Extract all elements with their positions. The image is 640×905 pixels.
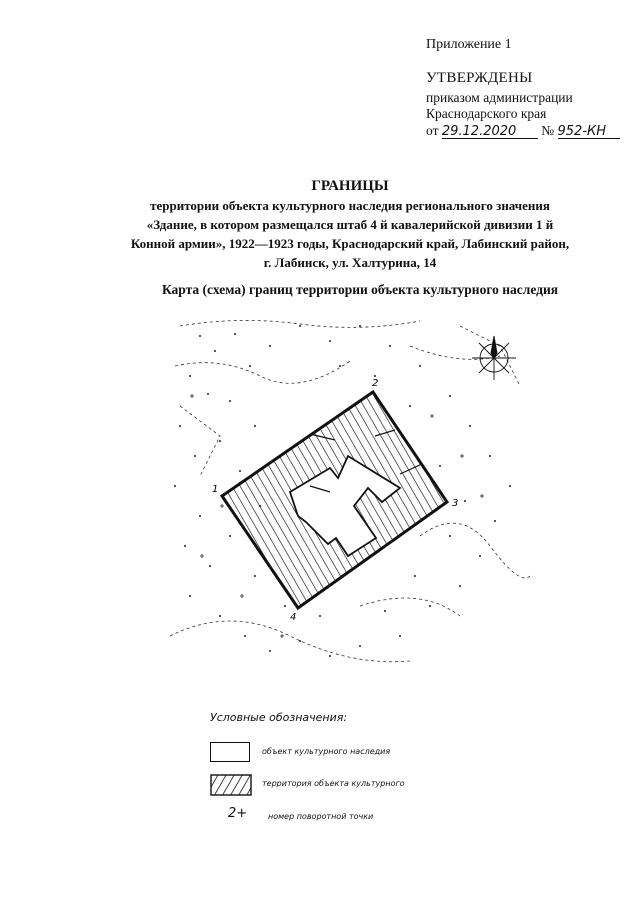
order-prefix: от (426, 123, 439, 138)
document-title: ГРАНИЦЫ (311, 178, 389, 194)
map-caption: Карта (схема) границ территории объекта культурного наследия (161, 282, 559, 297)
order-line (426, 123, 620, 139)
legend-heritage-object-label: объект культурного наследия (262, 747, 391, 756)
order-date: 29.12.2020 (442, 125, 538, 139)
legend-territory-swatch (210, 774, 252, 796)
boundary-point-2: 2 (372, 378, 379, 389)
title-line-2: «Здание, в котором размещался штаб 4 й кавалерийской дивизии 1 й (146, 217, 554, 232)
title-line-3: Конной армии», 1922—1923 годы, Краснодарский край, Лабинский район, (130, 236, 570, 251)
approved-title: УТВЕРЖДЕНЫ (426, 70, 533, 86)
boundary-map (160, 306, 540, 686)
legend-heritage-object-swatch (210, 742, 250, 762)
appendix-label: Приложение 1 (426, 37, 512, 52)
boundary-point-1: 1 (212, 484, 219, 495)
legend-point-symbol: 2+ (228, 806, 248, 821)
legend-title: Условные обозначения: (210, 711, 348, 724)
legend-territory-label: территория объекта культурного (262, 779, 405, 788)
approved-line-2: Краснодарского края (426, 106, 547, 121)
compass-rose-icon (472, 336, 516, 380)
boundary-point-3: 3 (452, 498, 459, 509)
approved-line-1: приказом администрации (426, 90, 573, 105)
order-number-sign: № (541, 123, 555, 138)
title-line-1: территории объекта культурного наследия регионального значения (150, 198, 550, 213)
legend-point-label: номер поворотной точки (268, 812, 374, 821)
boundary-point-4: 4 (290, 612, 297, 623)
title-line-4: г. Лабинск, ул. Халтурина, 14 (263, 255, 437, 270)
order-number: 952-КН (558, 125, 620, 139)
